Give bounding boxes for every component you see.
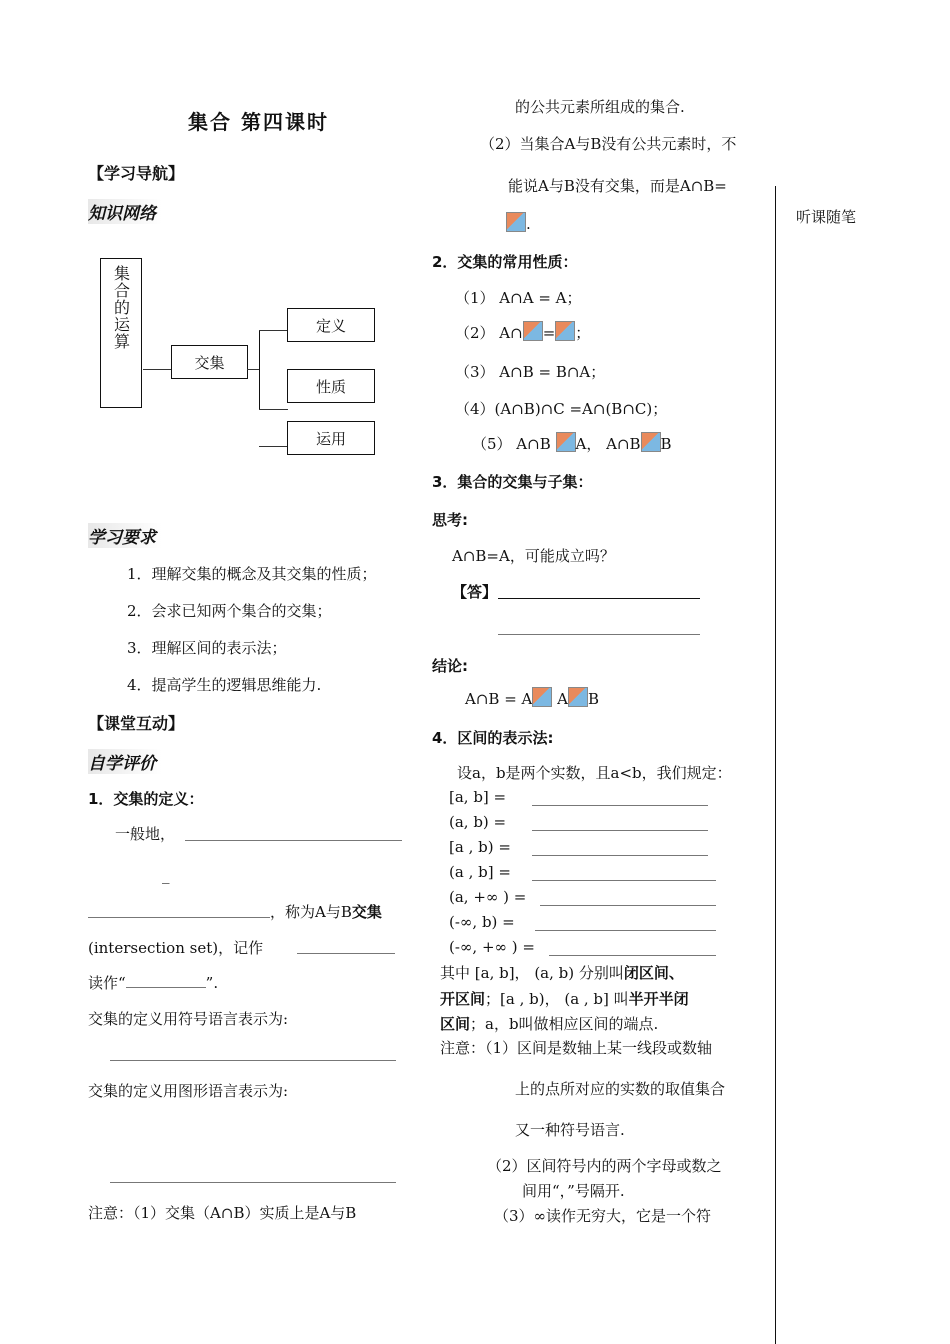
requirement-item: 1．理解交集的概念及其交集的性质； <box>127 565 377 583</box>
half-open-term: 半开半闭 <box>628 990 689 1008</box>
interval-blank[interactable] <box>532 830 708 831</box>
nav-heading: 【学习导航】 <box>88 164 185 183</box>
formula-text: A∩B = A <box>465 690 533 708</box>
interval-blank[interactable] <box>549 955 716 956</box>
definition-heading: 1．交集的定义： <box>88 790 204 808</box>
interval-blank[interactable] <box>532 855 708 856</box>
definition-dash: _ <box>162 866 170 884</box>
definition-line-5 <box>88 972 218 993</box>
diagram-root-label: 集合的运算 <box>111 265 131 350</box>
interval-term: 区间 <box>440 1015 471 1033</box>
diagram-line <box>143 369 171 370</box>
diagram-root-box <box>100 258 142 408</box>
property-item <box>455 321 590 343</box>
question-text: A∩B=A，可能成立吗？ <box>452 547 615 565</box>
interval-note: 上的点所对应的实数的取值集合 <box>515 1080 726 1098</box>
diagram-mid-label: 交集 <box>194 353 225 372</box>
property-text: = <box>542 324 556 342</box>
diagram-leaf-properties <box>287 369 375 403</box>
closed-interval-term: 闭区间、 <box>623 964 684 982</box>
continuation-line: 的公共元素所组成的集合. <box>515 98 685 116</box>
diagram-line <box>259 330 260 409</box>
missing-image-icon <box>523 321 543 341</box>
empty-set-symbol <box>506 212 531 233</box>
diagram-leaf-label: 性质 <box>315 377 346 396</box>
requirement-item: 4．提高学生的逻辑思维能力. <box>127 676 322 694</box>
blank-line[interactable] <box>88 917 270 918</box>
interval-note: （3）∞读作无穷大，它是一个符 <box>494 1207 712 1225</box>
blank-line[interactable] <box>110 1060 396 1061</box>
diagram-line <box>259 330 288 331</box>
interval-note: 又一种符号语言. <box>515 1121 625 1139</box>
page-title: 集合 第四课时 <box>188 110 329 134</box>
interval-definition-row: (-∞, b) = <box>449 913 515 931</box>
property-text: （2） A∩ <box>455 324 523 342</box>
definition-line-4: (intersection set)，记作 <box>88 939 264 957</box>
properties-heading: 2．交集的常用性质： <box>432 253 578 271</box>
answer-blank[interactable] <box>498 598 700 599</box>
conclusion-formula <box>465 687 599 708</box>
subset-heading: 3．集合的交集与子集： <box>432 473 593 491</box>
interval-definition-row: [a, b] = <box>449 788 507 806</box>
missing-image-icon <box>506 212 526 232</box>
interval-definition-row: (a, b) = <box>449 813 507 831</box>
read-as-open: 读作“ <box>88 974 126 992</box>
margin-divider <box>775 186 776 1344</box>
interval-blank[interactable] <box>532 805 708 806</box>
interval-note: 间用“，”号隔开. <box>522 1182 625 1200</box>
explanation-text: ；a，b叫做相应区间的端点. <box>470 1015 659 1033</box>
missing-image-icon <box>555 321 575 341</box>
interval-definition-row: [a , b) = <box>449 838 511 856</box>
self-evaluation-heading: 自学评价 <box>88 749 162 774</box>
explanation-text: ；[a , b)， (a , b] 叫 <box>485 990 629 1008</box>
property-item: （1） A∩A = A； <box>455 289 582 307</box>
think-label: 思考: <box>432 511 468 529</box>
class-interaction-heading: 【课堂互动】 <box>88 714 185 733</box>
requirements-heading: 学习要求 <box>88 523 162 548</box>
diagram-line <box>259 446 288 447</box>
interval-blank[interactable] <box>532 880 716 881</box>
answer-blank[interactable] <box>498 634 700 635</box>
interval-note: 注意：（1）区间是数轴上某一线段或数轴 <box>440 1039 713 1057</box>
interval-note: （2）区间符号内的两个字母或数之 <box>487 1157 722 1175</box>
property-text: ； <box>575 324 591 342</box>
side-note-label: 听课随笔 <box>796 208 857 226</box>
knowledge-net-heading: 知识网络 <box>88 199 162 224</box>
interval-definition-row: (a , b] = <box>449 863 511 881</box>
missing-image-icon <box>532 687 552 707</box>
formula-text: B <box>587 690 600 708</box>
continuation-line: （2）当集合A与B没有公共元素时，不 <box>480 135 737 153</box>
diagram-leaf-application <box>287 421 375 455</box>
interval-explanation <box>440 962 684 983</box>
requirement-item: 2．会求已知两个集合的交集； <box>127 602 332 620</box>
blank-line[interactable] <box>110 1182 396 1183</box>
diagram-leaf-label: 定义 <box>315 316 346 335</box>
answer-label: 【答】 <box>452 583 498 601</box>
interval-intro: 设a，b是两个实数，且a<b，我们规定： <box>457 764 732 782</box>
note-text: 注意：（1）交集（A∩B）实质上是A与B <box>88 1204 357 1222</box>
conclusion-label: 结论: <box>432 657 468 675</box>
read-as-close: ”. <box>205 974 219 992</box>
formula-text: A <box>552 690 568 708</box>
interval-blank[interactable] <box>535 930 716 931</box>
property-item: （3） A∩B = B∩A； <box>455 363 606 381</box>
read-as-blank[interactable] <box>126 975 206 988</box>
diagram-mid-box <box>171 345 248 379</box>
definition-line-1: 一般地， <box>115 825 176 843</box>
property-item: （4）(A∩B)∩C =A∩(B∩C)； <box>455 400 668 418</box>
property-text: B <box>660 435 672 453</box>
interval-blank[interactable] <box>540 905 716 906</box>
diagram-line <box>259 409 288 410</box>
missing-image-icon <box>556 432 576 452</box>
definition-line-3 <box>270 901 382 922</box>
property-text: （5） A∩B <box>472 435 556 453</box>
interval-explanation <box>440 1013 658 1034</box>
continuation-tail: . <box>526 215 531 233</box>
interval-definition-row: (-∞, +∞ ) = <box>449 938 535 956</box>
interval-definition-row: (a, +∞ ) = <box>449 888 527 906</box>
property-item <box>472 432 672 454</box>
diagram-leaf-label: 运用 <box>315 429 346 448</box>
continuation-line: 能说A与B没有交集，而是A∩B= <box>508 177 727 195</box>
graph-language-text: 交集的定义用图形语言表示为: <box>88 1082 289 1100</box>
diagram-leaf-definition <box>287 308 375 342</box>
symbol-language-text: 交集的定义用符号语言表示为: <box>88 1010 289 1028</box>
definition-text: ，称为A与B <box>270 903 352 921</box>
property-text: A， A∩B <box>575 435 641 453</box>
intersection-term: 交集 <box>351 903 382 921</box>
missing-image-icon <box>641 432 661 452</box>
requirement-item: 3．理解区间的表示法； <box>127 639 287 657</box>
open-interval-term: 开区间 <box>440 990 486 1008</box>
interval-heading: 4．区间的表示法: <box>432 729 554 747</box>
explanation-text: 其中 [a, b]， (a, b) 分别叫 <box>440 964 624 982</box>
interval-explanation <box>440 988 689 1009</box>
blank-line[interactable] <box>185 840 402 841</box>
missing-image-icon <box>568 687 588 707</box>
blank-line[interactable] <box>297 953 395 954</box>
diagram-line <box>247 369 259 370</box>
